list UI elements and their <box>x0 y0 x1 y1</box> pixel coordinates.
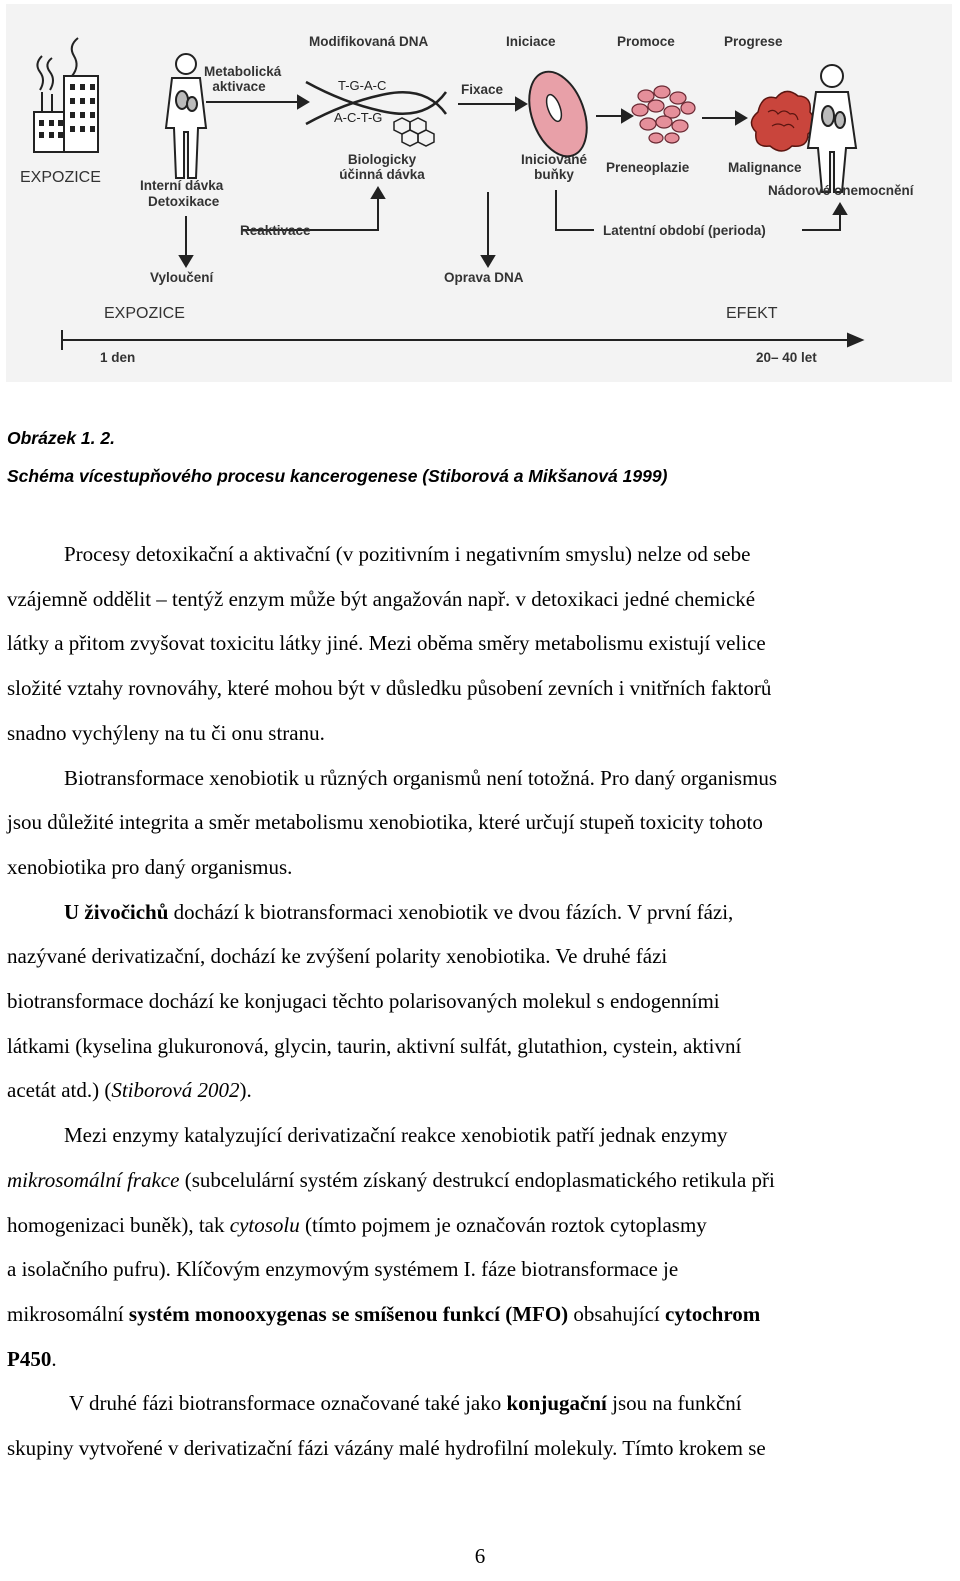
text-line <box>7 1068 952 1113</box>
label-interni-davka: Interní dávka <box>140 178 224 193</box>
text-span: Biotransformace xenobiotik u různých organismů není totožná. Pro daný organismus <box>64 765 778 790</box>
text-span: xenobiotika pro daný organismus. <box>7 854 293 879</box>
label-biologicky-ucinna-davka: Biologicky účinná dávka <box>339 152 425 182</box>
label-timeline-expozice: EXPOZICE <box>104 305 185 322</box>
text-line <box>7 890 952 935</box>
text-line <box>7 666 952 711</box>
text-bold: cytochrom <box>665 1301 761 1326</box>
label-iniciovane-bunky: Iniciované buňky <box>520 152 588 182</box>
text-bold: U živočichů <box>64 899 169 924</box>
label-preneoplazie: Preneoplazie <box>606 160 690 175</box>
text-line <box>7 1381 952 1426</box>
text-italic: Stiborová 2002 <box>111 1078 240 1103</box>
text-span: jsou na funkční <box>606 1391 742 1416</box>
text-span: látkami (kyselina glukuronová, glycin, taurin, aktivní sulfát, glutathion, cystein, aktivní <box>7 1033 742 1058</box>
text-line <box>7 532 952 577</box>
text-line <box>7 1426 952 1471</box>
text-span: složité vztahy rovnováhy, které mohou být v důsledku působení zevních i vnitřních faktorů <box>7 676 772 701</box>
text-span: biotransformace dochází ke konjugaci těchto polarisovaných molekul s endogenními <box>7 989 720 1014</box>
text-line <box>7 1292 952 1337</box>
text-line <box>7 621 952 666</box>
adduct-molecule-icon <box>394 118 434 146</box>
text-span: homogenizaci buněk), tak <box>7 1212 230 1237</box>
dna-sequence-top: T-G-A-C <box>338 78 387 93</box>
text-span: (subcelulární systém získaný destrukcí endoplasmatického retikula při <box>179 1167 775 1192</box>
label-vylouceni: Vyloučení <box>150 270 214 285</box>
text-span: jsou důležité integrita a směr metabolismu xenobiotika, které určují stupeň toxicity tohoto <box>7 810 763 835</box>
text-line <box>7 934 952 979</box>
label-time-start: 1 den <box>100 350 136 365</box>
text-span: dochází k biotransformaci xenobiotik ve dvou fázích. V první fázi, <box>168 899 734 924</box>
text-italic: cytosolu <box>229 1212 300 1237</box>
text-line <box>7 1158 952 1203</box>
text-span: mikrosomální <box>7 1301 129 1326</box>
figure-caption-number: Obrázek 1. 2. <box>7 428 115 448</box>
label-fixace: Fixace <box>461 82 504 97</box>
text-line <box>7 711 952 756</box>
label-time-end: 20– 40 let <box>756 350 817 365</box>
text-line <box>7 1024 952 1069</box>
text-line <box>7 1203 952 1248</box>
text-bold: systém monooxygenas se smíšenou funkcí (MFO) <box>128 1301 569 1326</box>
text-bold: konjugační <box>506 1391 607 1416</box>
text-span: látky a přitom zvyšovat toxicitu látky jiné. Mezi oběma směry metabolismu existují velice <box>7 631 766 656</box>
text-line <box>7 979 952 1024</box>
text-bold: P450 <box>7 1346 52 1371</box>
malignant-tumor-icon <box>751 91 814 151</box>
label-modifikovana-dna: Modifikovaná DNA <box>309 34 429 49</box>
patient-figure-icon <box>808 65 856 192</box>
timeline-arrow <box>62 330 862 350</box>
text-span: (tímto pojmem je označován roztok cytoplasmy <box>299 1212 707 1237</box>
preneoplasia-cells-icon <box>632 86 695 143</box>
body-text <box>7 532 952 1471</box>
text-span: nazývané derivatizační, dochází ke zvýšení polarity xenobiotika. Ve druhé fázi <box>7 944 668 969</box>
text-span: ). <box>239 1078 252 1103</box>
page-number: 6 <box>474 1544 486 1568</box>
text-span: Mezi enzymy katalyzující derivatizační reakce xenobiotik patří jednak enzymy <box>64 1123 728 1148</box>
text-span: V druhé fázi biotransformace označované také jako <box>69 1391 507 1416</box>
label-latentni-obdobi: Latentní období (perioda) <box>603 223 766 238</box>
label-detoxikace: Detoxikace <box>148 194 220 209</box>
text-line <box>7 1113 952 1158</box>
dna-sequence-bottom: A-C-T-G <box>334 110 383 125</box>
text-span: skupiny vytvořené v derivatizační fázi vázány malé hydrofilní molekuly. Tímto krokem se <box>7 1436 766 1461</box>
text-line <box>7 800 952 845</box>
text-span: acetát atd.) ( <box>7 1078 112 1103</box>
text-span: Procesy detoxikační a aktivační (v pozitivním i negativním smyslu) nelze od sebe <box>64 542 751 566</box>
label-iniciace: Iniciace <box>506 34 556 49</box>
label-nadorove-onemocneni: Nádorové onemocnění <box>768 183 914 198</box>
factory-icon <box>34 38 98 152</box>
label-timeline-efekt: EFEKT <box>726 305 778 322</box>
text-line <box>7 1247 952 1292</box>
text-line <box>7 1337 952 1382</box>
text-span: snadno vychýleny na tu či onu stranu. <box>7 720 325 745</box>
label-progrese: Progrese <box>724 34 783 49</box>
text-line <box>7 845 952 890</box>
human-figure-icon <box>166 54 206 178</box>
label-reaktivace: Reaktivace <box>240 223 311 238</box>
initiated-cell-icon <box>519 64 598 164</box>
text-span: a isolačního pufru). Klíčovým enzymovým systémem I. fáze biotransformace je <box>7 1257 679 1282</box>
text-span: vzájemně oddělit – tentýž enzym může být angažován např. v detoxikaci jedné chemické <box>7 586 756 611</box>
label-metabolicka-aktivace: Metabolická aktivace <box>204 64 282 94</box>
label-promoce: Promoce <box>617 34 675 49</box>
carcinogenesis-figure <box>6 4 952 382</box>
label-malignance: Malignance <box>728 160 802 175</box>
text-line <box>7 756 952 801</box>
text-italic: mikrosomální frakce <box>7 1167 180 1192</box>
text-line <box>7 577 952 622</box>
label-oprava-dna: Oprava DNA <box>444 270 524 285</box>
label-expozice: EXPOZICE <box>20 169 101 186</box>
text-span: . <box>51 1346 57 1371</box>
text-span: obsahující <box>568 1301 665 1326</box>
figure-caption-title: Schéma vícestupňového procesu kancerogenese (Stiborová a Mikšanová 1999) <box>7 466 668 486</box>
